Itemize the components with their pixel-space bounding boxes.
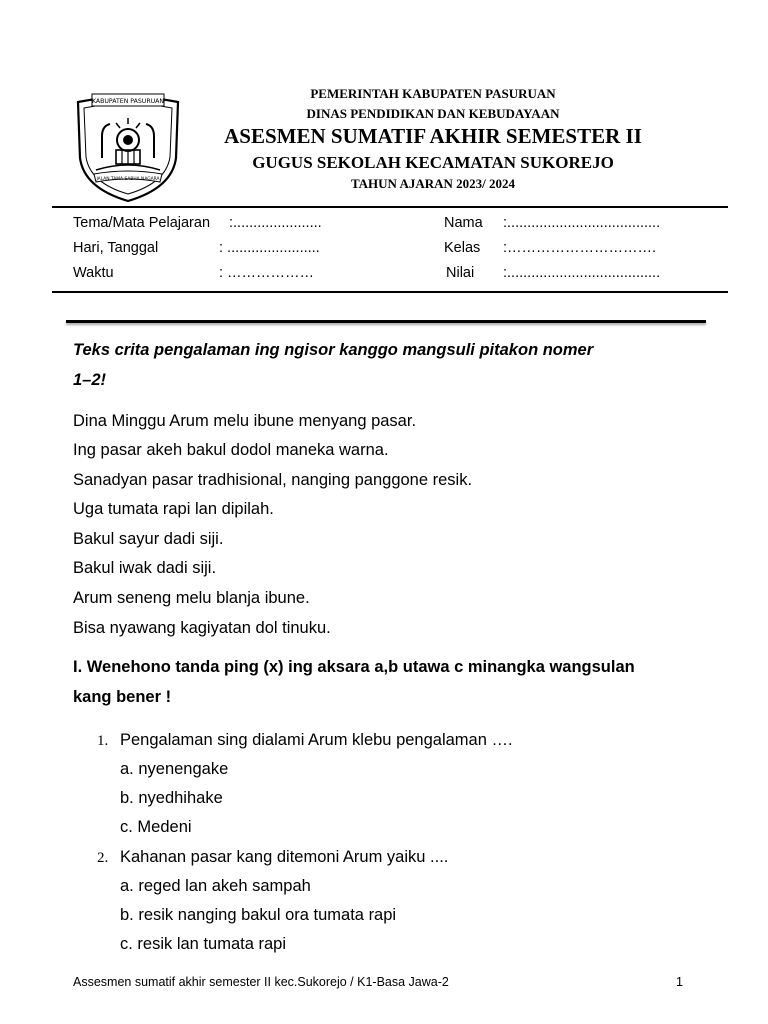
instruction-line-2: 1–2!	[73, 371, 107, 389]
header-department: DINAS PENDIDIKAN DAN KEBUDAYAAN	[306, 106, 560, 121]
header-rule-top	[52, 206, 728, 208]
crest-top-text: KABUPATEN PASURUAN	[91, 98, 165, 105]
nilai-field[interactable]: :......................................	[503, 265, 661, 281]
answer-option[interactable]: a. nyenengake	[120, 760, 229, 778]
header-government: PEMERINTAH KABUPATEN PASURUAN	[310, 86, 556, 101]
answer-option[interactable]: b. resik nanging bakul ora tumata rapi	[120, 906, 397, 924]
header-year: TAHUN AJARAN 2023/ 2024	[350, 176, 516, 191]
answer-option[interactable]: c. resik lan tumata rapi	[120, 935, 286, 953]
tema-field[interactable]: :......................	[229, 215, 322, 231]
story-line: Sanadyan pasar tradhisional, nanging panggone resik.	[73, 471, 473, 489]
section-1-title-line-1: I. Wenehono tanda ping (x) ing aksara a,b utawa c minangka wangsulan	[73, 658, 635, 676]
answer-option[interactable]: a. reged lan akeh sampah	[120, 877, 311, 895]
question-number: 2.	[97, 850, 109, 866]
tema-label: Tema/Mata Pelajaran	[73, 215, 211, 231]
footer-text: Assesmen sumatif akhir semester II kec.Sukorejo / K1-Basa Jawa-2	[73, 975, 449, 989]
section-divider	[66, 320, 706, 323]
waktu-field[interactable]: : ………………	[219, 265, 315, 281]
crest-bottom-text: JALAN TAMA SABHA NAGARA	[96, 177, 160, 182]
header-subtitle: GUGUS SEKOLAH KECAMATAN SUKOREJO	[252, 153, 614, 172]
answer-option[interactable]: b. nyedhihake	[120, 789, 223, 807]
section-1-title-line-2: kang bener !	[73, 688, 172, 706]
question-number: 1.	[97, 733, 109, 749]
kelas-label: Kelas	[444, 240, 481, 256]
story-line: Arum seneng melu blanja ibune.	[73, 589, 310, 607]
hari-field[interactable]: : .......................	[219, 240, 320, 256]
nama-label: Nama	[444, 215, 483, 231]
story-line: Ing pasar akeh bakul dodol maneka warna.	[73, 441, 389, 459]
story-line: Bisa nyawang kagiyatan dol tinuku.	[73, 619, 331, 637]
header-rule-bottom	[52, 291, 728, 293]
story-line: Bakul iwak dadi siji.	[73, 559, 217, 577]
answer-option[interactable]: c. Medeni	[120, 818, 192, 836]
nilai-label: Nilai	[446, 265, 475, 281]
page-number: 1	[676, 975, 683, 989]
nama-field[interactable]: :......................................	[503, 215, 661, 231]
question-text: Pengalaman sing dialami Arum klebu pengalaman ….	[120, 731, 513, 749]
hari-label: Hari, Tanggal	[73, 240, 159, 256]
instruction-line-1: Teks crita pengalaman ing ngisor kanggo mangsuli pitakon nomer	[73, 341, 594, 359]
question-text: Kahanan pasar kang ditemoni Arum yaiku ....	[120, 848, 449, 866]
story-line: Bakul sayur dadi siji.	[73, 530, 224, 548]
kabupaten-pasuruan-crest	[72, 88, 184, 204]
kelas-field[interactable]: :………………………….	[503, 240, 657, 256]
story-line: Uga tumata rapi lan dipilah.	[73, 500, 274, 518]
header-title: ASESMEN SUMATIF AKHIR SEMESTER II	[224, 124, 642, 148]
story-line: Dina Minggu Arum melu ibune menyang pasar.	[73, 412, 417, 430]
waktu-label: Waktu	[73, 265, 114, 281]
